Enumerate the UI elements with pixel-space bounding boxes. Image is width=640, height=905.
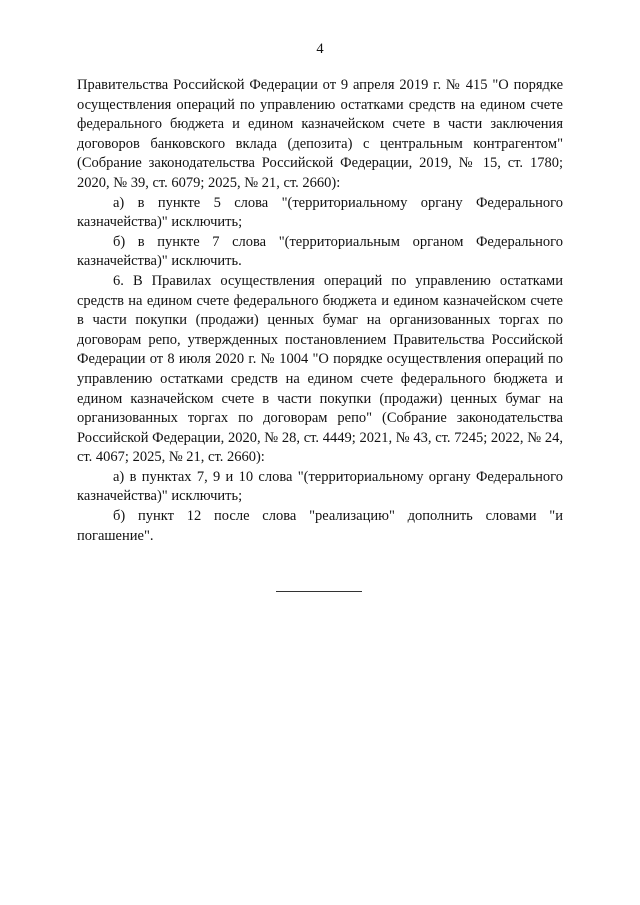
closing-divider-line	[276, 591, 362, 592]
document-body	[77, 76, 563, 546]
paragraph-subitem-a-points-7-9-10: а) в пунктах 7, 9 и 10 слова "(территориальному органу Федерального казначейства)" исключить;	[77, 468, 563, 505]
paragraph-continuation: Правительства Российской Федерации от 9 апреля 2019 г. № 415 "О порядке осуществления операций по управлению остатками средств на едином счете федерального бюджета и едином казначейском счете в части заключения договоров банковского вклада (депозита) с центральным контрагентом" (Собрание законодательства Российской Федерации, 2019, № 15, ст. 1780; 2020, № 39, ст. 6079; 2025, № 21, ст. 2660):	[77, 77, 563, 191]
paragraph-subitem-b-point-7: б) в пункте 7 слова "(территориальным органом Федерального казначейства)" исключить.	[77, 233, 563, 270]
paragraph-item-6: 6. В Правилах осуществления операций по управлению остатками средств на едином счете федерального бюджета и едином казначейском счете в части покупки (продажи) ценных бумаг на организованных торгах по договорам репо, утвержденных постановлением Правительства Российской Федерации от 8 июля 2020 г. № 1004 "О порядке осуществления операций по управлению остатками средств на едином счете федерального бюджета и едином казначейском счете в части покупки (продажи) ценных бумаг на организованных торгах по договорам репо" (Собрание законодательства Российской Федерации, 2020, № 28, ст. 4449; 2021, № 43, ст. 7245; 2022, № 24, ст. 4067; 2025, № 21, ст. 2660):	[77, 272, 563, 466]
paragraph-subitem-b-point-12: б) пункт 12 после слова "реализацию" дополнить словами "и погашение".	[77, 508, 563, 544]
paragraph-subitem-a-point-5: а) в пункте 5 слова "(территориальному органу Федерального казначейства)" исключить;	[77, 194, 563, 231]
page-number: 4	[316, 41, 324, 57]
